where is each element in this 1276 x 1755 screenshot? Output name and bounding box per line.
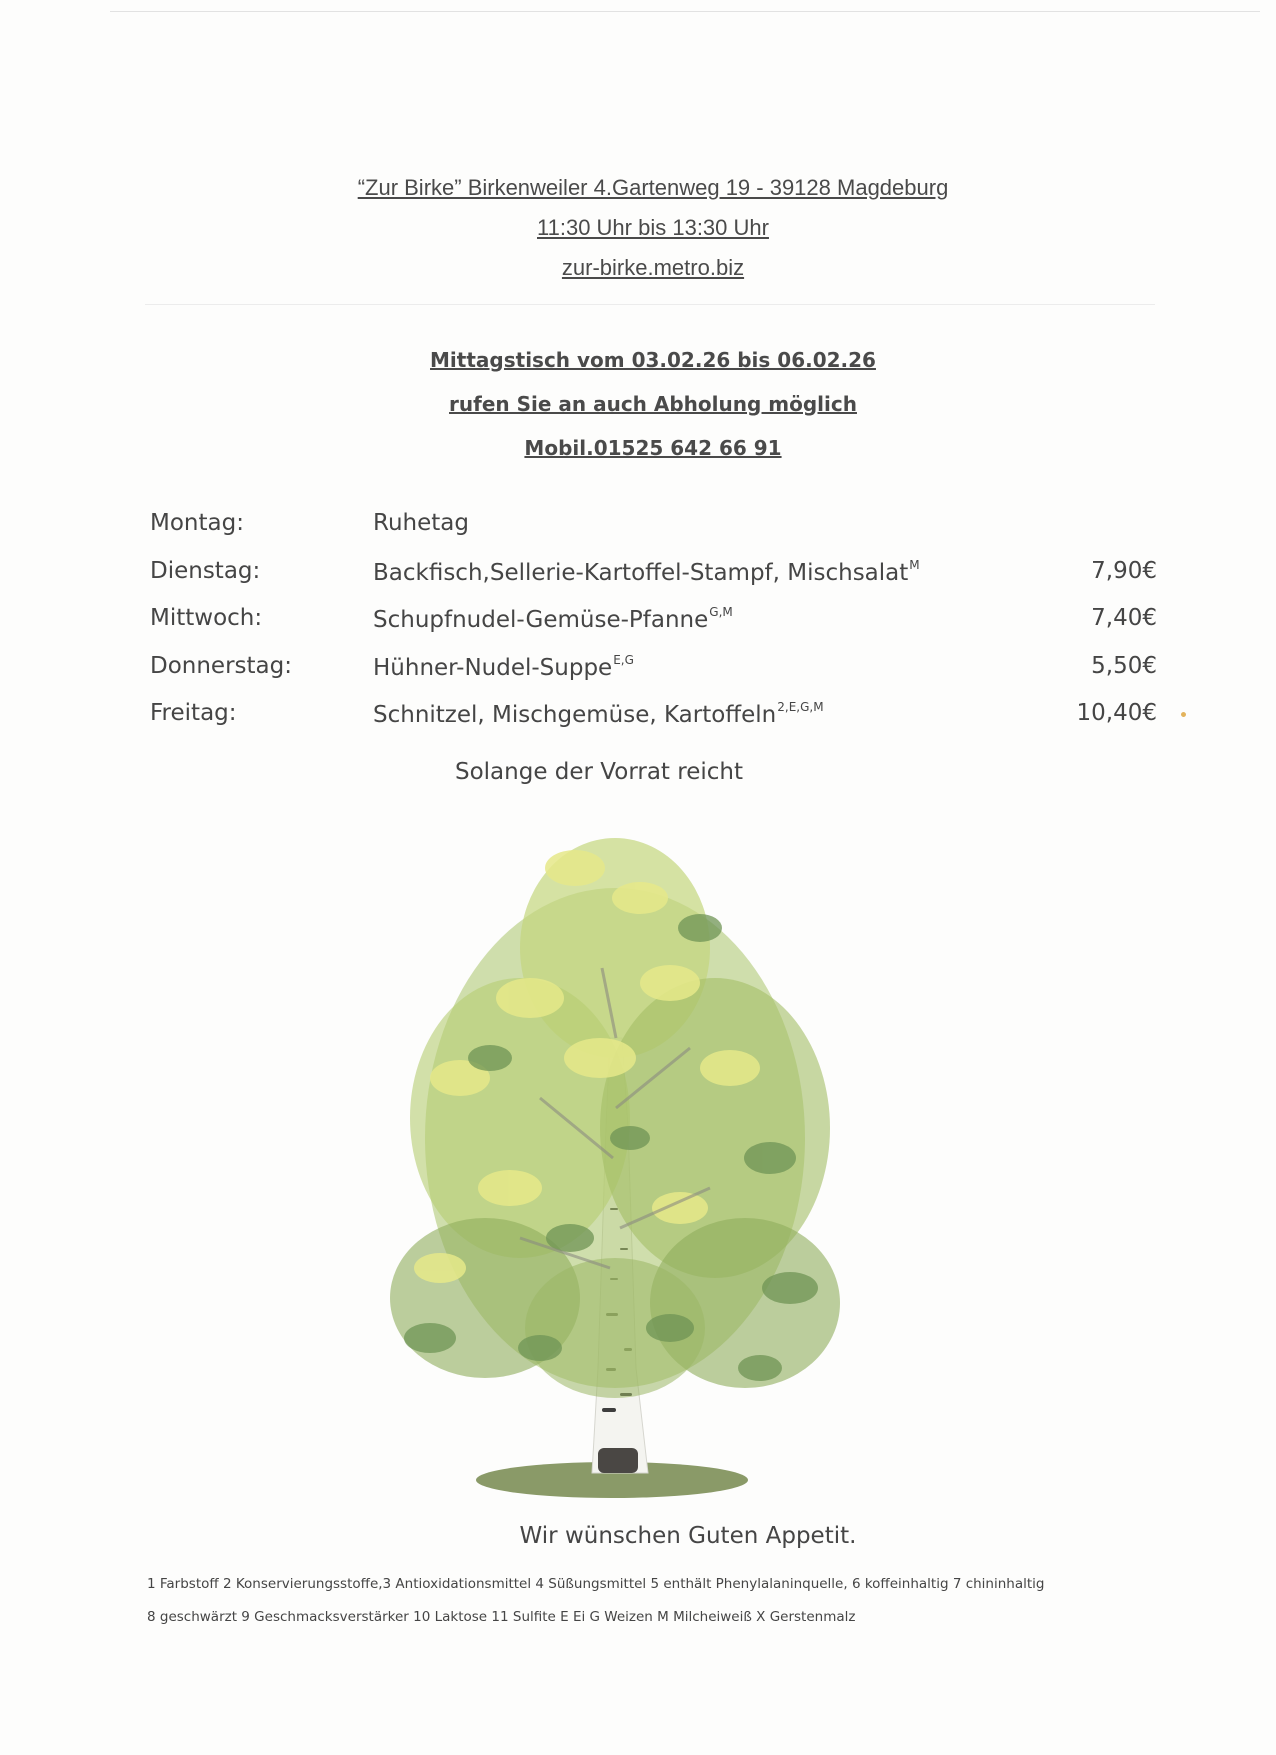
menu-price: 7,90€ — [1091, 557, 1157, 584]
menu-price: 7,40€ — [1091, 605, 1157, 631]
menu-day: Donnerstag: — [150, 652, 292, 679]
menu-row — [150, 700, 1157, 748]
legend-line: 8 geschwärzt 9 Geschmacksverstärker 10 Laktose 11 Sulfite E Ei G Weizen M Milcheiweiß X Gerstenmalz — [147, 1609, 856, 1625]
dish-name: Schnitzel, Mischgemüse, Kartoffeln — [373, 702, 777, 728]
allergen-codes: E,G — [613, 652, 634, 667]
restaurant-header — [0, 168, 1276, 288]
phone-number[interactable]: Mobil.01525 642 66 91 — [524, 436, 782, 460]
allergen-codes: 2,E,G,M — [777, 700, 824, 714]
restaurant-address: “Zur Birke” Birkenweiler 4.Gartenweg 19 - 39128 Magdeburg — [357, 175, 949, 200]
menu-day: Dienstag: — [150, 557, 261, 584]
weekly-menu — [150, 510, 1157, 748]
dish-name: Ruhetag — [373, 510, 469, 536]
menu-row — [150, 605, 1157, 653]
menu-day: Mittwoch: — [150, 605, 263, 631]
supply-note: Solange der Vorrat reicht — [455, 759, 743, 785]
allergen-codes: M — [909, 557, 920, 572]
dish-name: Schupfnudel-Gemüse-Pfanne — [373, 607, 709, 633]
pickup-note: rufen Sie an auch Abholung möglich — [449, 392, 857, 416]
menu-dish — [373, 700, 824, 728]
menu-dish — [373, 605, 733, 633]
tree-canopy — [390, 838, 840, 1398]
menu-dish — [373, 558, 920, 586]
menu-dish — [373, 510, 469, 536]
scan-edge-line — [110, 11, 1260, 12]
menu-row — [150, 557, 1157, 606]
menu-price: 10,40€ — [1076, 700, 1157, 726]
closing-greeting: Wir wünschen Guten Appetit. — [519, 1523, 857, 1549]
menu-row — [150, 510, 1150, 558]
lunch-notice — [0, 338, 1276, 470]
lunch-period: Mittagstisch vom 03.02.26 bis 06.02.26 — [430, 348, 876, 372]
menu-day: Montag: — [150, 510, 244, 536]
divider — [145, 304, 1155, 305]
menu-dish — [373, 653, 634, 681]
allergen-legend — [147, 1568, 1197, 1634]
legend-line: 1 Farbstoff 2 Konservierungsstoffe,3 Antioxidationsmittel 4 Süßungsmittel 5 enthält Phenylalaninquelle, 6 koffeinhaltig 7 chininhaltig — [147, 1576, 1045, 1592]
menu-price: 5,50€ — [1091, 652, 1157, 679]
menu-day: Freitag: — [150, 700, 237, 726]
opening-hours: 11:30 Uhr bis 13:30 Uhr — [537, 215, 769, 240]
scan-speck — [1180, 711, 1187, 718]
dish-name: Hühner-Nudel-Suppe — [373, 654, 613, 681]
birch-tree-illustration — [370, 808, 870, 1508]
dish-name: Backfisch,Sellerie-Kartoffel-Stampf, Mischsalat — [373, 559, 909, 586]
allergen-codes: G,M — [709, 605, 733, 619]
menu-row — [150, 652, 1157, 701]
website-link[interactable]: zur-birke.metro.biz — [561, 255, 745, 280]
